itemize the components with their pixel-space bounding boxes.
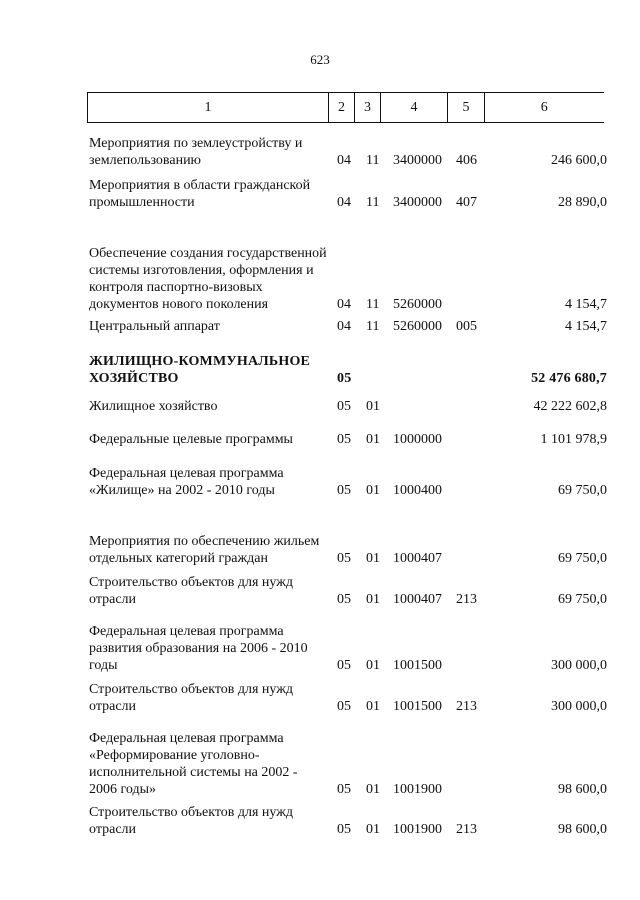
row-subsection-code: 01 xyxy=(366,483,380,498)
row-section-code: 05 xyxy=(337,551,351,566)
row-amount: 42 222 602,8 xyxy=(533,399,607,414)
row-subsection-code: 01 xyxy=(366,399,380,414)
row-section-code: 05 xyxy=(337,399,351,414)
table-row xyxy=(0,802,640,838)
row-name: Центральный аппарат xyxy=(89,319,220,334)
row-subsection-code: 01 xyxy=(366,699,380,714)
row-name: Федеральная целевая программа развития образования на 2006 - 2010 годы xyxy=(89,624,308,673)
row-name: Строительство объектов для нужд отрасли xyxy=(89,805,294,837)
row-expense-type-code: 213 xyxy=(456,699,477,714)
row-amount: 28 890,0 xyxy=(558,195,607,210)
row-target-code: 1000407 xyxy=(393,592,442,607)
table-row xyxy=(0,621,640,674)
row-target-code: 1001900 xyxy=(393,782,442,797)
row-amount: 98 600,0 xyxy=(558,822,607,837)
row-target-code: 5260000 xyxy=(393,319,442,334)
column-header-5: 5 xyxy=(448,93,485,123)
row-section-code: 05 xyxy=(337,699,351,714)
row-amount: 4 154,7 xyxy=(565,297,607,312)
row-name: Федеральная целевая программа «Реформирование уголовно-исполнительной системы на 2002 - 2006 годы» xyxy=(89,731,298,797)
row-name: Строительство объектов для нужд отрасли xyxy=(89,682,294,714)
row-amount: 300 000,0 xyxy=(551,658,607,673)
table-row xyxy=(0,572,640,608)
column-header-6: 6 xyxy=(485,93,604,123)
row-name: Обеспечение создания государственной системы изготовления, оформления и контроля паспортно-визовых документов нового поколения xyxy=(89,246,327,312)
row-amount: 69 750,0 xyxy=(558,551,607,566)
column-header-row xyxy=(88,93,604,123)
row-section-code: 04 xyxy=(337,319,351,334)
row-target-code: 1001500 xyxy=(393,699,442,714)
row-target-code: 3400000 xyxy=(393,153,442,168)
row-section-code: 04 xyxy=(337,297,351,312)
column-header-3: 3 xyxy=(355,93,381,123)
row-section-code: 05 xyxy=(337,432,351,447)
row-amount: 52 476 680,7 xyxy=(531,371,607,386)
column-header-table xyxy=(87,92,604,123)
row-subsection-code: 01 xyxy=(366,432,380,447)
row-subsection-code: 11 xyxy=(366,319,380,334)
row-name: Мероприятия по землеустройству и землепользованию xyxy=(89,136,303,168)
column-header-2: 2 xyxy=(329,93,355,123)
row-expense-type-code: 213 xyxy=(456,822,477,837)
row-name: Федеральные целевые программы xyxy=(89,432,293,447)
row-subsection-code: 01 xyxy=(366,658,380,673)
row-section-code: 05 xyxy=(337,483,351,498)
row-subsection-code: 01 xyxy=(366,592,380,607)
row-amount: 69 750,0 xyxy=(558,483,607,498)
row-target-code: 1000400 xyxy=(393,483,442,498)
table-row xyxy=(0,133,640,169)
row-section-code: 05 xyxy=(337,658,351,673)
row-name: Мероприятия по обеспечению жильем отдельных категорий граждан xyxy=(89,534,320,566)
table-row xyxy=(0,398,640,415)
row-subsection-code: 01 xyxy=(366,551,380,566)
row-section-code: 05 xyxy=(337,822,351,837)
row-amount: 1 101 978,9 xyxy=(540,432,607,447)
column-header-4: 4 xyxy=(381,93,448,123)
row-section-code: 05 xyxy=(337,371,352,386)
row-target-code: 1001900 xyxy=(393,822,442,837)
table-row xyxy=(0,431,640,448)
column-header-1: 1 xyxy=(88,93,329,123)
table-row xyxy=(0,318,640,335)
table-row xyxy=(0,463,640,499)
row-name: Строительство объектов для нужд отрасли xyxy=(89,575,294,607)
table-row xyxy=(0,679,640,715)
row-amount: 4 154,7 xyxy=(565,319,607,334)
row-amount: 300 000,0 xyxy=(551,699,607,714)
row-amount: 246 600,0 xyxy=(551,153,607,168)
row-subsection-code: 11 xyxy=(366,297,380,312)
table-row-section-total xyxy=(0,351,640,387)
table-row xyxy=(0,227,640,313)
page-number: 623 xyxy=(310,52,330,67)
row-section-code: 05 xyxy=(337,592,351,607)
row-target-code: 3400000 xyxy=(393,195,442,210)
row-name: Мероприятия в области гражданской промышленности xyxy=(89,178,311,210)
row-amount: 69 750,0 xyxy=(558,592,607,607)
row-subsection-code: 01 xyxy=(366,822,380,837)
row-target-code: 1000000 xyxy=(393,432,442,447)
row-target-code: 1000407 xyxy=(393,551,442,566)
row-section-code: 05 xyxy=(337,782,351,797)
table-row xyxy=(0,728,640,798)
row-expense-type-code: 005 xyxy=(456,319,477,334)
row-amount: 98 600,0 xyxy=(558,782,607,797)
row-expense-type-code: 406 xyxy=(456,153,477,168)
row-subsection-code: 11 xyxy=(366,153,380,168)
row-subsection-code: 01 xyxy=(366,782,380,797)
row-expense-type-code: 213 xyxy=(456,592,477,607)
row-section-code: 04 xyxy=(337,195,351,210)
table-row xyxy=(0,175,640,211)
row-name: Жилищное хозяйство xyxy=(89,399,218,414)
table-row xyxy=(0,514,640,567)
row-section-code: 04 xyxy=(337,153,351,168)
row-target-code: 5260000 xyxy=(393,297,442,312)
row-subsection-code: 11 xyxy=(366,195,380,210)
row-name: ЖИЛИЩНО-КОММУНАЛЬНОЕ ХОЗЯЙСТВО xyxy=(89,354,311,386)
row-target-code: 1001500 xyxy=(393,658,442,673)
row-name: Федеральная целевая программа «Жилище» на 2002 - 2010 годы xyxy=(89,466,284,498)
row-expense-type-code: 407 xyxy=(456,195,477,210)
